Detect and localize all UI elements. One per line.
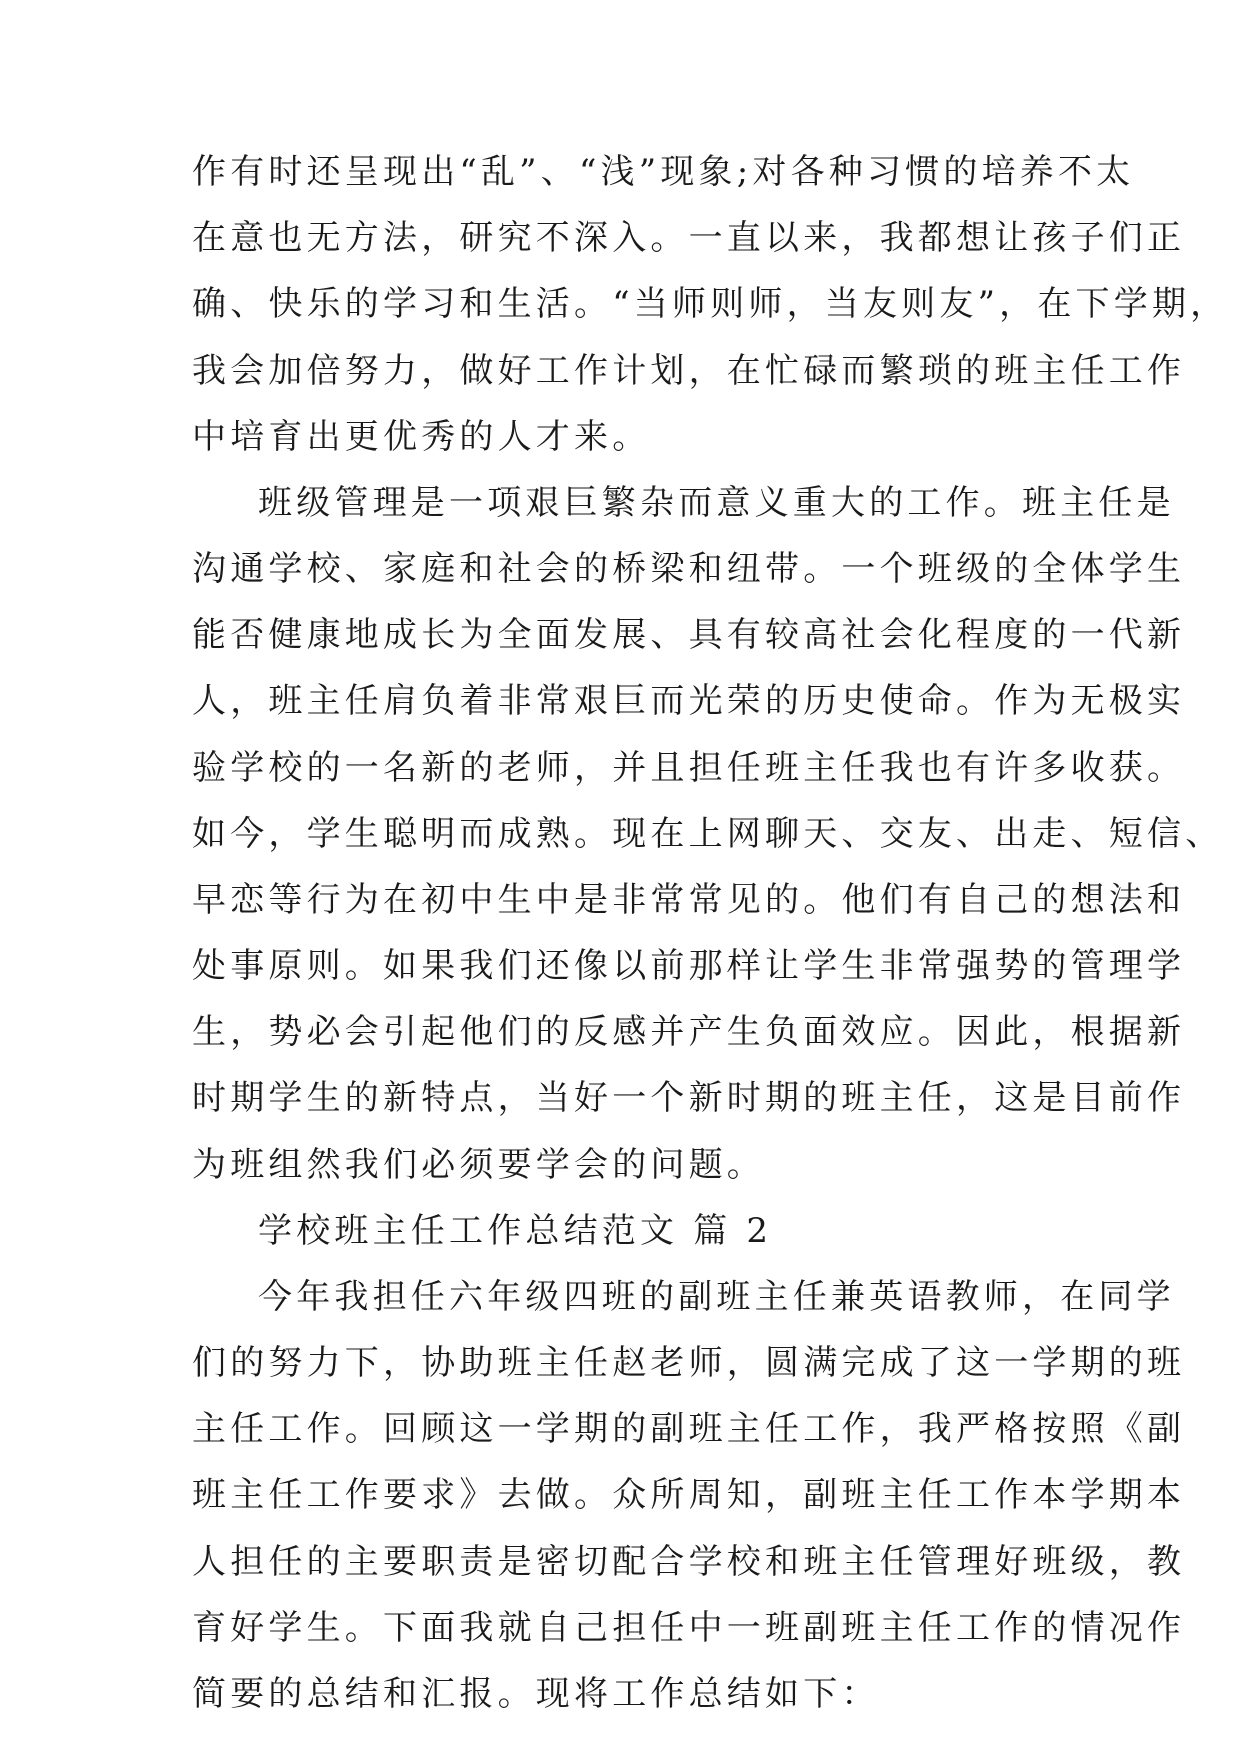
text-line: 作有时还呈现出“乱”、“浅”现象;对各种习惯的培养不太 [192,152,1135,192]
paragraph-first-line: 班级管理是一项艰巨繁杂而意义重大的工作。班主任是 [258,483,1175,523]
text-line: 们的努力下，协助班主任赵老师，圆满完成了这一学期的班 [192,1343,1186,1383]
text-line: 在意也无方法，研究不深入。一直以来，我都想让孩子们正 [192,218,1186,258]
text-line: 生，势必会引起他们的反感并产生负面效应。因此，根据新 [192,1012,1186,1052]
text-line: 班主任工作要求》去做。众所周知，副班主任工作本学期本 [192,1475,1186,1515]
text-line: 时期学生的新特点，当好一个新时期的班主任，这是目前作 [192,1078,1186,1118]
text-line: 确、快乐的学习和生活。“当师则师，当友则友”，在下学期， [192,284,1229,324]
paragraph-first-line: 今年我担任六年级四班的副班主任兼英语教师，在同学 [258,1277,1175,1317]
text-line: 人，班主任肩负着非常艰巨而光荣的历史使命。作为无极实 [192,681,1186,721]
text-line: 为班组然我们必须要学会的问题。 [192,1145,765,1185]
text-line: 育好学生。下面我就自己担任中一班副班主任工作的情况作 [192,1608,1186,1648]
text-line: 人担任的主要职责是密切配合学校和班主任管理好班级，教 [192,1542,1186,1582]
text-line: 中培育出更优秀的人才来。 [192,417,651,457]
text-line: 能否健康地成长为全面发展、具有较高社会化程度的一代新 [192,615,1186,655]
text-line: 沟通学校、家庭和社会的桥梁和纽带。一个班级的全体学生 [192,549,1186,589]
text-line: 简要的总结和汇报。现将工作总结如下： [192,1674,880,1714]
section-heading: 学校班主任工作总结范文 篇 2 [258,1211,773,1251]
text-line: 我会加倍努力，做好工作计划，在忙碌而繁琐的班主任工作 [192,351,1186,391]
text-line: 主任工作。回顾这一学期的副班主任工作，我严格按照《副 [192,1409,1186,1449]
text-line: 处事原则。如果我们还像以前那样让学生非常强势的管理学 [192,946,1186,986]
text-line: 验学校的一名新的老师，并且担任班主任我也有许多收获。 [192,748,1186,788]
text-line: 如今，学生聪明而成熟。现在上网聊天、交友、出走、短信、 [192,814,1224,854]
text-line: 早恋等行为在初中生中是非常常见的。他们有自己的想法和 [192,880,1186,920]
